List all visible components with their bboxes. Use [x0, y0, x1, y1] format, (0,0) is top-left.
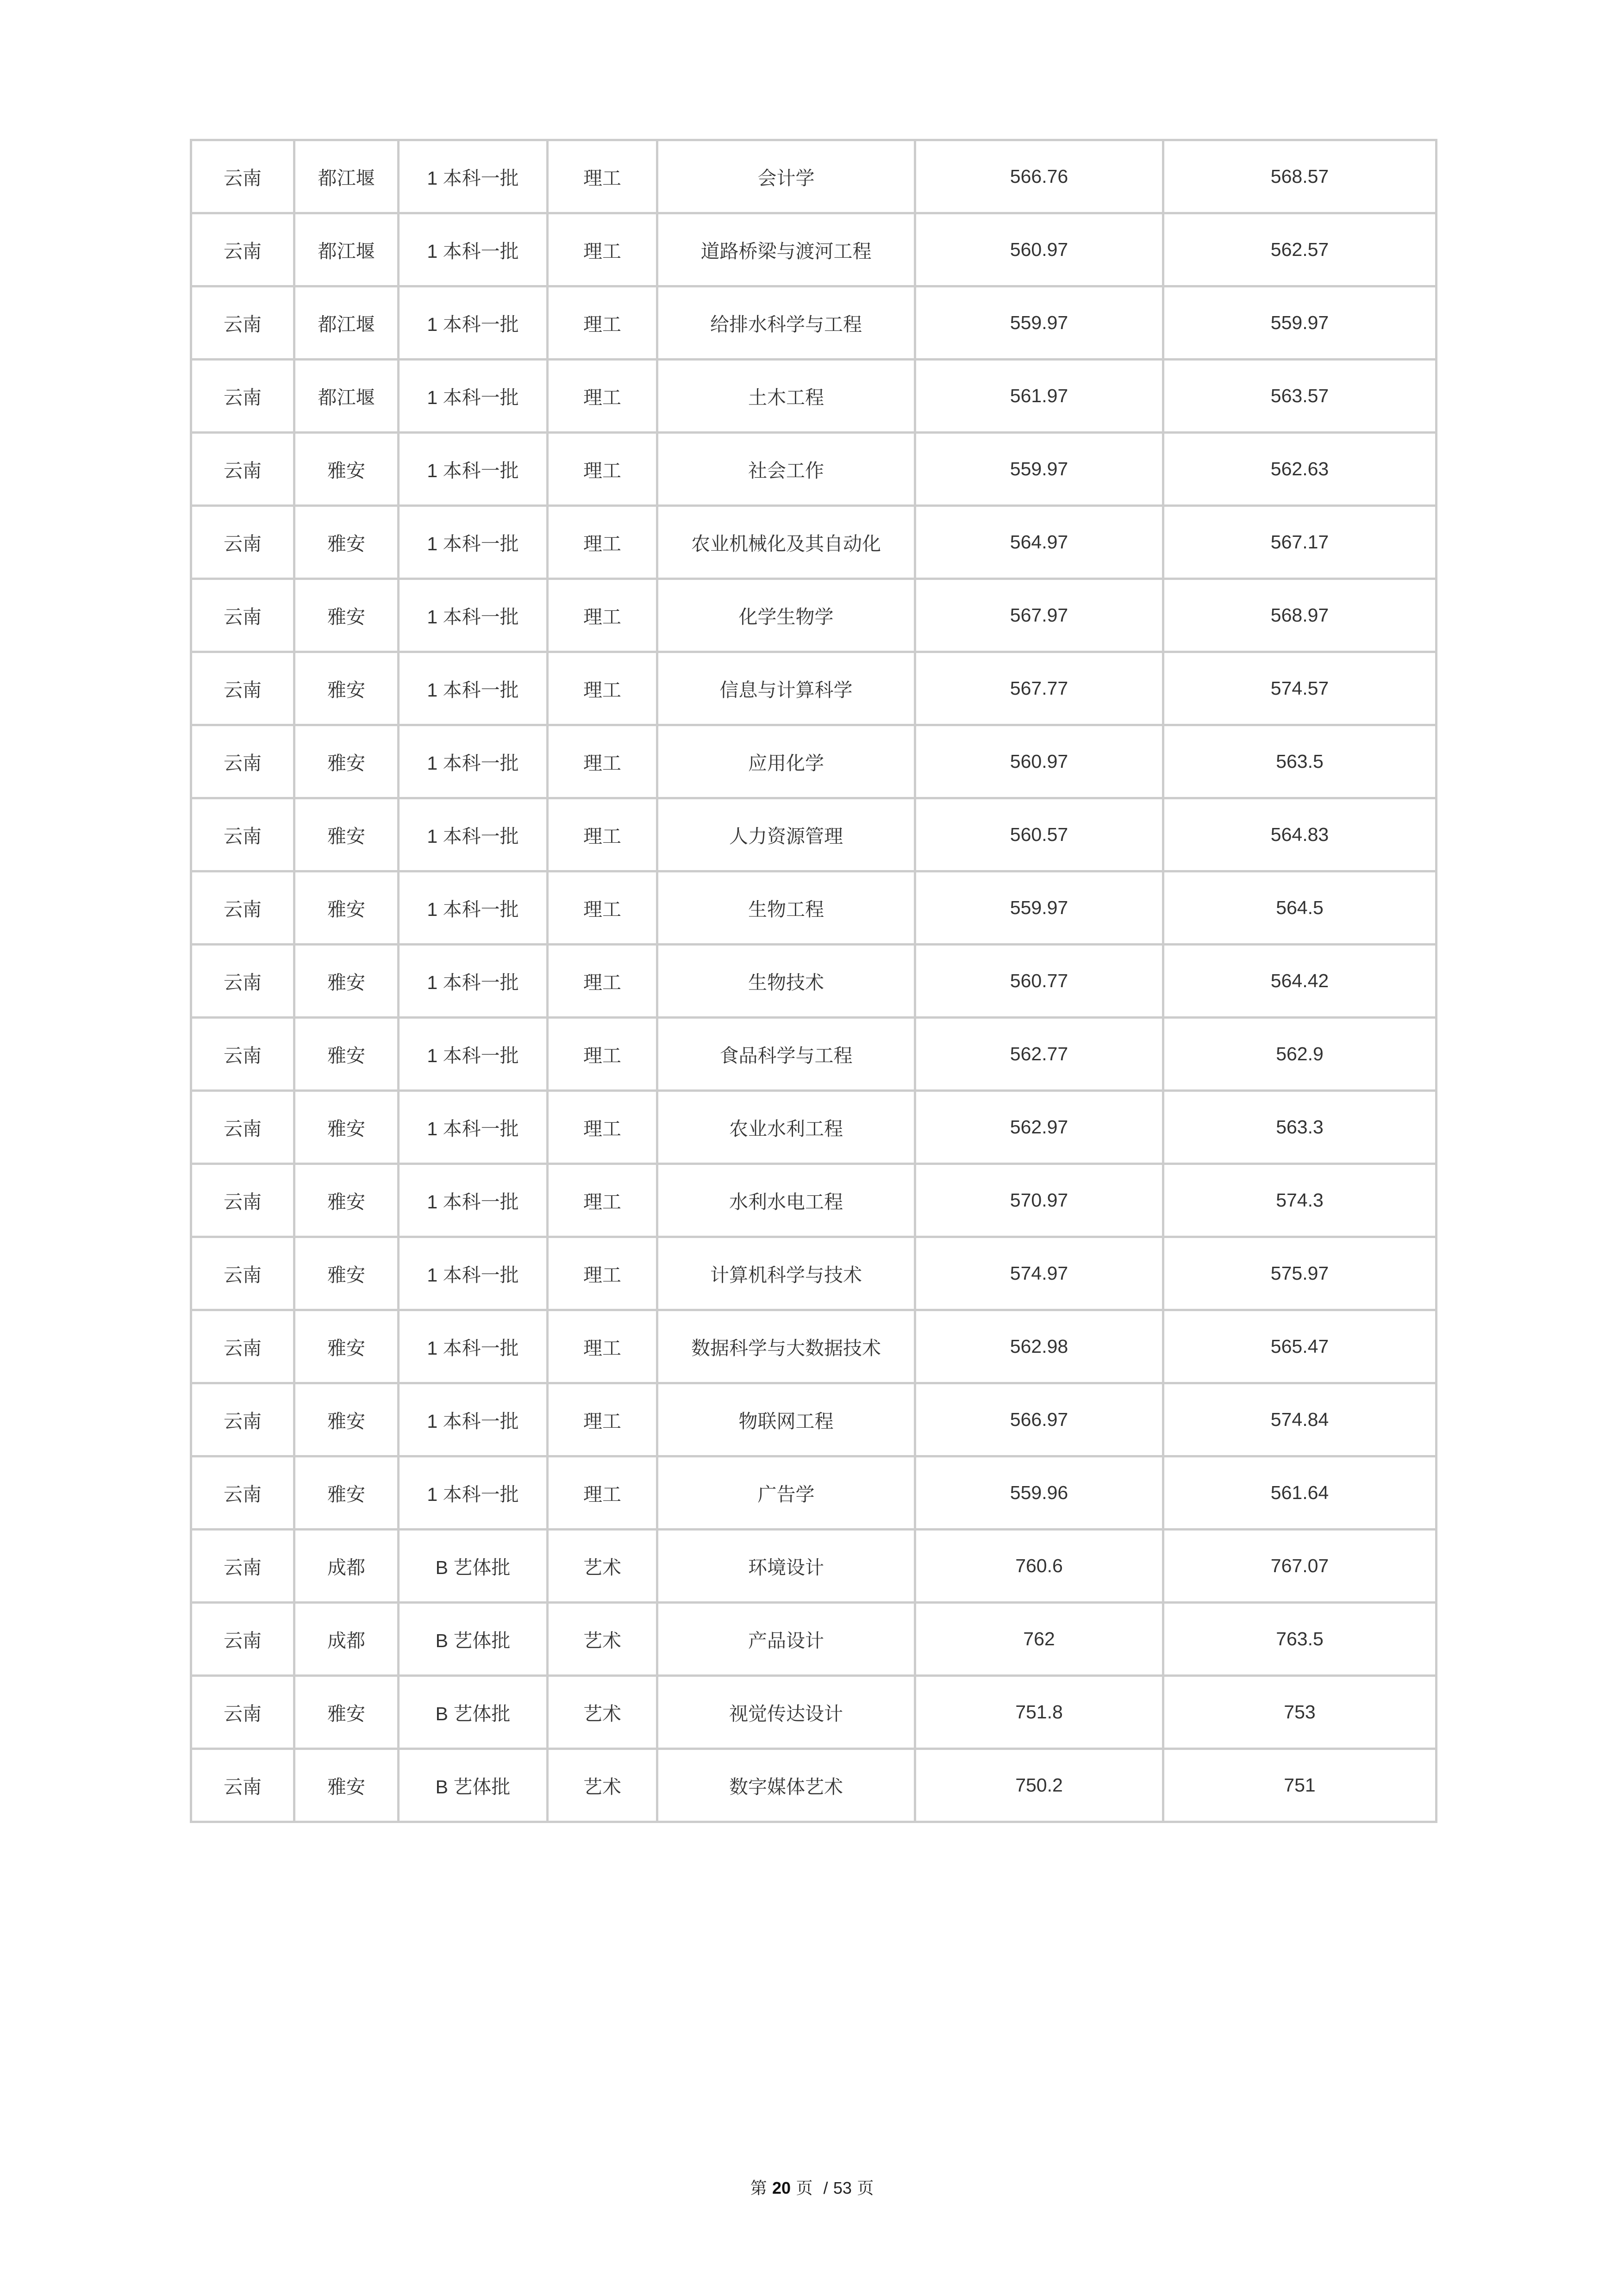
cell-major: 环境设计: [657, 1530, 915, 1603]
cell-major: 社会工作: [657, 433, 915, 506]
cell-max-score: 563.3: [1163, 1091, 1437, 1164]
cell-batch: 1 本科一批: [399, 871, 548, 945]
cell-province: 云南: [191, 579, 294, 652]
cell-max-score: 564.42: [1163, 945, 1437, 1018]
table-row: [191, 506, 1437, 579]
table-row: [191, 213, 1437, 286]
cell-province: 云南: [191, 1310, 294, 1383]
table-row: [191, 1091, 1437, 1164]
table-row: [191, 579, 1437, 652]
cell-major: 产品设计: [657, 1603, 915, 1676]
cell-major: 数据科学与大数据技术: [657, 1310, 915, 1383]
cell-max-score: 563.5: [1163, 725, 1437, 798]
cell-min-score: 760.6: [915, 1530, 1163, 1603]
cell-campus: 雅安: [294, 1018, 399, 1091]
cell-major: 道路桥梁与渡河工程: [657, 213, 915, 286]
table-row: [191, 1310, 1437, 1383]
cell-major: 生物技术: [657, 945, 915, 1018]
cell-campus: 都江堰: [294, 360, 399, 433]
cell-category: 艺术: [548, 1676, 657, 1749]
cell-major: 食品科学与工程: [657, 1018, 915, 1091]
cell-province: 云南: [191, 652, 294, 725]
cell-category: 艺术: [548, 1530, 657, 1603]
table-row: [191, 286, 1437, 360]
cell-major: 农业机械化及其自动化: [657, 506, 915, 579]
cell-category: 理工: [548, 871, 657, 945]
cell-campus: 雅安: [294, 798, 399, 871]
cell-category: 理工: [548, 725, 657, 798]
cell-min-score: 562.98: [915, 1310, 1163, 1383]
cell-province: 云南: [191, 1603, 294, 1676]
cell-category: 理工: [548, 798, 657, 871]
table-row: [191, 433, 1437, 506]
cell-max-score: 574.84: [1163, 1383, 1437, 1456]
cell-category: 理工: [548, 1237, 657, 1310]
cell-max-score: 575.97: [1163, 1237, 1437, 1310]
cell-province: 云南: [191, 798, 294, 871]
cell-major: 生物工程: [657, 871, 915, 945]
table-row: [191, 1164, 1437, 1237]
cell-max-score: 563.57: [1163, 360, 1437, 433]
cell-province: 云南: [191, 1164, 294, 1237]
cell-min-score: 574.97: [915, 1237, 1163, 1310]
cell-category: 理工: [548, 652, 657, 725]
cell-min-score: 751.8: [915, 1676, 1163, 1749]
cell-min-score: 560.57: [915, 798, 1163, 871]
cell-major: 数字媒体艺术: [657, 1749, 915, 1822]
page-label-word: 页: [796, 2179, 813, 2198]
cell-campus: 雅安: [294, 506, 399, 579]
cell-major: 广告学: [657, 1456, 915, 1530]
cell-category: 理工: [548, 433, 657, 506]
cell-campus: 雅安: [294, 652, 399, 725]
table-row: [191, 360, 1437, 433]
cell-campus: 雅安: [294, 1164, 399, 1237]
table-row: [191, 652, 1437, 725]
table-row: [191, 1383, 1437, 1456]
cell-campus: 雅安: [294, 945, 399, 1018]
cell-max-score: 564.83: [1163, 798, 1437, 871]
cell-min-score: 566.97: [915, 1383, 1163, 1456]
cell-category: 艺术: [548, 1749, 657, 1822]
table-row: [191, 1749, 1437, 1822]
cell-province: 云南: [191, 1091, 294, 1164]
cell-min-score: 559.97: [915, 433, 1163, 506]
cell-province: 云南: [191, 1456, 294, 1530]
cell-batch: 1 本科一批: [399, 1018, 548, 1091]
table-row: [191, 871, 1437, 945]
cell-major: 应用化学: [657, 725, 915, 798]
cell-min-score: 559.97: [915, 286, 1163, 360]
cell-category: 理工: [548, 1091, 657, 1164]
cell-province: 云南: [191, 286, 294, 360]
cell-province: 云南: [191, 433, 294, 506]
cell-major: 会计学: [657, 140, 915, 213]
cell-min-score: 570.97: [915, 1164, 1163, 1237]
table-row: [191, 798, 1437, 871]
cell-min-score: 562.97: [915, 1091, 1163, 1164]
cell-min-score: 567.97: [915, 579, 1163, 652]
cell-campus: 雅安: [294, 579, 399, 652]
cell-category: 理工: [548, 506, 657, 579]
cell-category: 理工: [548, 213, 657, 286]
cell-province: 云南: [191, 1530, 294, 1603]
cell-min-score: 561.97: [915, 360, 1163, 433]
cell-batch: 1 本科一批: [399, 652, 548, 725]
cell-max-score: 561.64: [1163, 1456, 1437, 1530]
table-row: [191, 1456, 1437, 1530]
cell-batch: 1 本科一批: [399, 1456, 548, 1530]
cell-category: 艺术: [548, 1603, 657, 1676]
cell-batch: 1 本科一批: [399, 1310, 548, 1383]
cell-batch: 1 本科一批: [399, 945, 548, 1018]
cell-category: 理工: [548, 140, 657, 213]
cell-max-score: 767.07: [1163, 1530, 1437, 1603]
cell-max-score: 562.9: [1163, 1018, 1437, 1091]
cell-major: 信息与计算科学: [657, 652, 915, 725]
cell-campus: 雅安: [294, 1456, 399, 1530]
cell-province: 云南: [191, 1383, 294, 1456]
cell-batch: 1 本科一批: [399, 1164, 548, 1237]
cell-campus: 雅安: [294, 1749, 399, 1822]
current-page-number: 20: [772, 2178, 791, 2197]
cell-major: 土木工程: [657, 360, 915, 433]
cell-batch: 1 本科一批: [399, 1383, 548, 1456]
total-pages-number: 53: [833, 2178, 852, 2197]
cell-batch: B 艺体批: [399, 1676, 548, 1749]
cell-major: 给排水科学与工程: [657, 286, 915, 360]
cell-min-score: 567.77: [915, 652, 1163, 725]
cell-province: 云南: [191, 213, 294, 286]
cell-campus: 成都: [294, 1603, 399, 1676]
cell-batch: B 艺体批: [399, 1603, 548, 1676]
table-row: [191, 1018, 1437, 1091]
cell-category: 理工: [548, 945, 657, 1018]
page-label-prefix: 第: [750, 2179, 767, 2198]
cell-min-score: 560.77: [915, 945, 1163, 1018]
table-row: [191, 1237, 1437, 1310]
cell-category: 理工: [548, 1310, 657, 1383]
cell-batch: 1 本科一批: [399, 360, 548, 433]
cell-major: 视觉传达设计: [657, 1676, 915, 1749]
cell-max-score: 574.3: [1163, 1164, 1437, 1237]
table-row: [191, 140, 1437, 213]
cell-major: 物联网工程: [657, 1383, 915, 1456]
cell-batch: 1 本科一批: [399, 725, 548, 798]
cell-major: 人力资源管理: [657, 798, 915, 871]
cell-max-score: 753: [1163, 1676, 1437, 1749]
cell-max-score: 565.47: [1163, 1310, 1437, 1383]
cell-batch: 1 本科一批: [399, 286, 548, 360]
cell-campus: 都江堰: [294, 140, 399, 213]
cell-max-score: 763.5: [1163, 1603, 1437, 1676]
cell-max-score: 751: [1163, 1749, 1437, 1822]
cell-major: 计算机科学与技术: [657, 1237, 915, 1310]
cell-category: 理工: [548, 286, 657, 360]
admission-scores-table: [190, 139, 1437, 1823]
cell-campus: 成都: [294, 1530, 399, 1603]
cell-major: 化学生物学: [657, 579, 915, 652]
cell-batch: 1 本科一批: [399, 1237, 548, 1310]
cell-province: 云南: [191, 360, 294, 433]
table-row: [191, 1603, 1437, 1676]
cell-batch: 1 本科一批: [399, 579, 548, 652]
cell-category: 理工: [548, 1164, 657, 1237]
cell-campus: 雅安: [294, 1310, 399, 1383]
cell-campus: 雅安: [294, 433, 399, 506]
cell-max-score: 568.97: [1163, 579, 1437, 652]
cell-batch: 1 本科一批: [399, 433, 548, 506]
cell-max-score: 559.97: [1163, 286, 1437, 360]
cell-province: 云南: [191, 1018, 294, 1091]
cell-batch: 1 本科一批: [399, 506, 548, 579]
cell-min-score: 562.77: [915, 1018, 1163, 1091]
table-row: [191, 725, 1437, 798]
table-body: [191, 140, 1437, 1822]
cell-batch: 1 本科一批: [399, 140, 548, 213]
cell-category: 理工: [548, 1456, 657, 1530]
cell-batch: 1 本科一批: [399, 1091, 548, 1164]
cell-max-score: 562.57: [1163, 213, 1437, 286]
cell-campus: 雅安: [294, 1237, 399, 1310]
cell-max-score: 567.17: [1163, 506, 1437, 579]
cell-category: 理工: [548, 1383, 657, 1456]
cell-major: 农业水利工程: [657, 1091, 915, 1164]
cell-max-score: 574.57: [1163, 652, 1437, 725]
cell-min-score: 559.97: [915, 871, 1163, 945]
cell-campus: 雅安: [294, 1091, 399, 1164]
cell-min-score: 566.76: [915, 140, 1163, 213]
cell-batch: B 艺体批: [399, 1530, 548, 1603]
cell-campus: 雅安: [294, 1676, 399, 1749]
cell-max-score: 568.57: [1163, 140, 1437, 213]
cell-batch: 1 本科一批: [399, 213, 548, 286]
cell-province: 云南: [191, 945, 294, 1018]
cell-province: 云南: [191, 1749, 294, 1822]
page-label-suffix: 页: [857, 2179, 874, 2198]
page-footer: [0, 2175, 1624, 2199]
cell-campus: 雅安: [294, 725, 399, 798]
cell-category: 理工: [548, 579, 657, 652]
table-row: [191, 945, 1437, 1018]
cell-campus: 都江堰: [294, 286, 399, 360]
cell-min-score: 750.2: [915, 1749, 1163, 1822]
cell-province: 云南: [191, 1676, 294, 1749]
cell-min-score: 560.97: [915, 725, 1163, 798]
table-row: [191, 1676, 1437, 1749]
cell-province: 云南: [191, 506, 294, 579]
cell-campus: 雅安: [294, 871, 399, 945]
cell-major: 水利水电工程: [657, 1164, 915, 1237]
cell-min-score: 564.97: [915, 506, 1163, 579]
cell-category: 理工: [548, 1018, 657, 1091]
cell-batch: 1 本科一批: [399, 798, 548, 871]
cell-province: 云南: [191, 871, 294, 945]
cell-max-score: 564.5: [1163, 871, 1437, 945]
cell-category: 理工: [548, 360, 657, 433]
cell-campus: 都江堰: [294, 213, 399, 286]
cell-max-score: 562.63: [1163, 433, 1437, 506]
cell-province: 云南: [191, 725, 294, 798]
cell-campus: 雅安: [294, 1383, 399, 1456]
cell-province: 云南: [191, 1237, 294, 1310]
cell-min-score: 560.97: [915, 213, 1163, 286]
cell-batch: B 艺体批: [399, 1749, 548, 1822]
cell-min-score: 559.96: [915, 1456, 1163, 1530]
page-separator: /: [823, 2178, 828, 2197]
cell-province: 云南: [191, 140, 294, 213]
table-row: [191, 1530, 1437, 1603]
cell-min-score: 762: [915, 1603, 1163, 1676]
